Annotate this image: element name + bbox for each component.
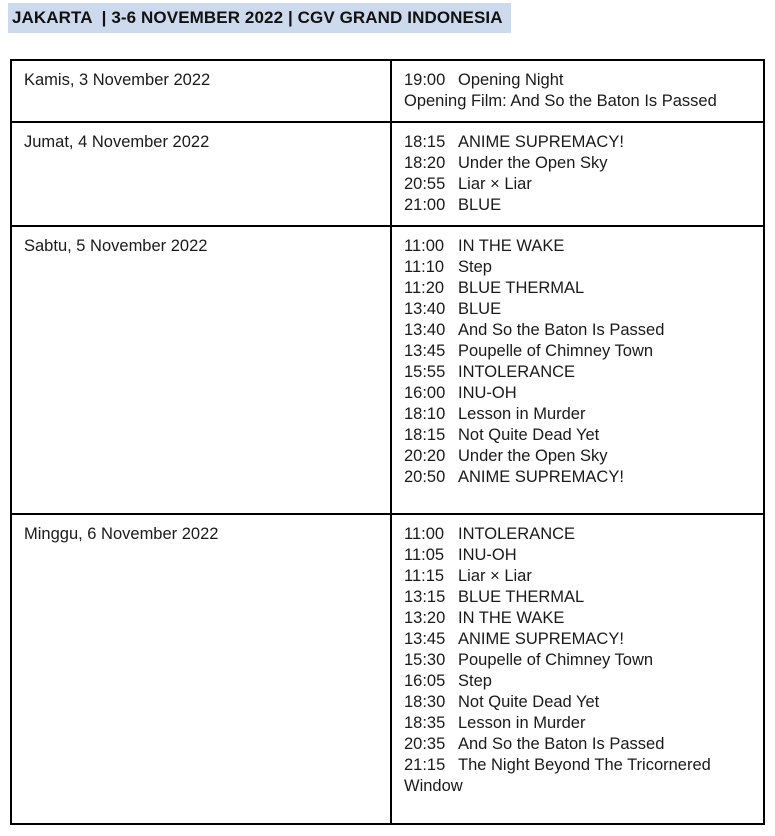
schedule-entry [404,174,751,195]
entry-title: INTOLERANCE [458,525,576,543]
entry-title: ANIME SUPREMACY! [458,630,624,648]
entry-time: 13:15 [404,588,446,606]
entry-time: 18:30 [404,693,446,711]
schedule-entry [404,608,751,629]
entry-time: 13:40 [404,300,446,318]
entry-title: INU-OH [458,546,517,564]
entry-title: And So the Baton Is Passed [458,735,665,753]
entry-title: IN THE WAKE [458,609,565,627]
entry-title: And So the Baton Is Passed [458,321,665,339]
page-title: JAKARTA | 3-6 NOVEMBER 2022 | CGV GRAND INDONESIA [8,3,511,33]
schedule-entry [404,629,751,650]
entry-title: ANIME SUPREMACY! [458,133,624,151]
schedule-entry [404,383,751,404]
schedule-entry [404,587,751,608]
entry-time: 13:40 [404,321,446,339]
entry-title: Liar × Liar [458,567,532,585]
entry-time: 18:10 [404,405,446,423]
date-cell [11,514,391,824]
schedule-entry [404,236,751,257]
entry-title: IN THE WAKE [458,237,565,255]
table-row [11,514,764,824]
entry-title: INU-OH [458,384,517,402]
schedule-table [10,59,765,825]
entry-title: BLUE THERMAL [458,279,585,297]
entry-time: 19:00 [404,71,446,89]
schedule-entry [404,70,751,91]
schedule-entry [404,195,751,216]
schedule-entry [404,713,751,734]
schedule-entry [404,362,751,383]
entry-time: 18:15 [404,426,446,444]
times-cell [391,60,764,122]
entry-title: Under the Open Sky [458,154,608,172]
entry-title: BLUE [458,196,502,214]
entry-time: 11:15 [404,567,445,585]
entry-title: Poupelle of Chimney Town [458,342,654,360]
entry-time: 11:10 [404,258,445,276]
table-row [11,122,764,226]
schedule-entry [404,320,751,341]
times-cell [391,226,764,514]
schedule-entry [404,692,751,713]
entry-title: Under the Open Sky [458,447,608,465]
date-cell [11,60,391,122]
entry-time: 11:00 [404,237,445,255]
entry-time: 18:15 [404,133,446,151]
entry-title: BLUE [458,300,502,318]
entry-time: 16:05 [404,672,446,690]
schedule-entry [404,257,751,278]
schedule-entry [404,446,751,467]
schedule-entry [404,524,751,545]
date-cell [11,226,391,514]
times-cell [391,122,764,226]
schedule-entry [404,404,751,425]
entry-time: 21:15 [404,756,446,774]
entry-title: ANIME SUPREMACY! [458,468,624,486]
schedule-entry [404,734,751,755]
entry-time: 15:30 [404,651,446,669]
schedule-entry [404,341,751,362]
times-cell [391,514,764,824]
schedule-entry [404,467,751,488]
schedule-entry [404,278,751,299]
entry-time: 18:35 [404,714,446,732]
entry-title: Lesson in Murder [458,405,586,423]
entry-title: Opening Night [458,71,564,89]
entry-title: BLUE THERMAL [458,588,585,606]
schedule-table-body [11,60,764,824]
entry-time: 13:20 [404,609,446,627]
schedule-entry [404,650,751,671]
entry-title: Not Quite Dead Yet [458,693,600,711]
table-row [11,60,764,122]
date-cell-text: Sabtu, 5 November 2022 [24,237,208,255]
entry-time: 21:00 [404,196,446,214]
schedule-entry [404,755,751,797]
entry-time: 15:55 [404,363,446,381]
schedule-entry [404,545,751,566]
entry-time: 20:20 [404,447,446,465]
entry-time: 18:20 [404,154,446,172]
schedule-entry [404,132,751,153]
entry-title: Opening Film: And So the Baton Is Passed [404,92,717,110]
entry-title: Lesson in Murder [458,714,586,732]
entry-time: 20:50 [404,468,446,486]
schedule-entry [404,153,751,174]
schedule-entry [404,425,751,446]
entry-time: 11:00 [404,525,445,543]
entry-title: Step [458,258,492,276]
entry-time: 11:20 [404,279,445,297]
entry-time: 16:00 [404,384,446,402]
date-cell [11,122,391,226]
entry-title: Poupelle of Chimney Town [458,651,654,669]
entry-time: 20:55 [404,175,446,193]
entry-title: Step [458,672,492,690]
schedule-entry [404,566,751,587]
entry-time: 13:45 [404,630,446,648]
schedule-entry [404,671,751,692]
date-cell-text: Kamis, 3 November 2022 [24,71,211,89]
entry-title: Liar × Liar [458,175,532,193]
entry-time: 11:05 [404,546,445,564]
date-cell-text: Jumat, 4 November 2022 [24,133,210,151]
entry-title: The Night Beyond The Tricornered Window [404,756,711,795]
entry-time: 13:45 [404,342,446,360]
entry-time: 20:35 [404,735,446,753]
schedule-entry [404,91,751,112]
entry-title: Not Quite Dead Yet [458,426,600,444]
entry-title: INTOLERANCE [458,363,576,381]
table-row [11,226,764,514]
schedule-entry [404,299,751,320]
date-cell-text: Minggu, 6 November 2022 [24,525,219,543]
